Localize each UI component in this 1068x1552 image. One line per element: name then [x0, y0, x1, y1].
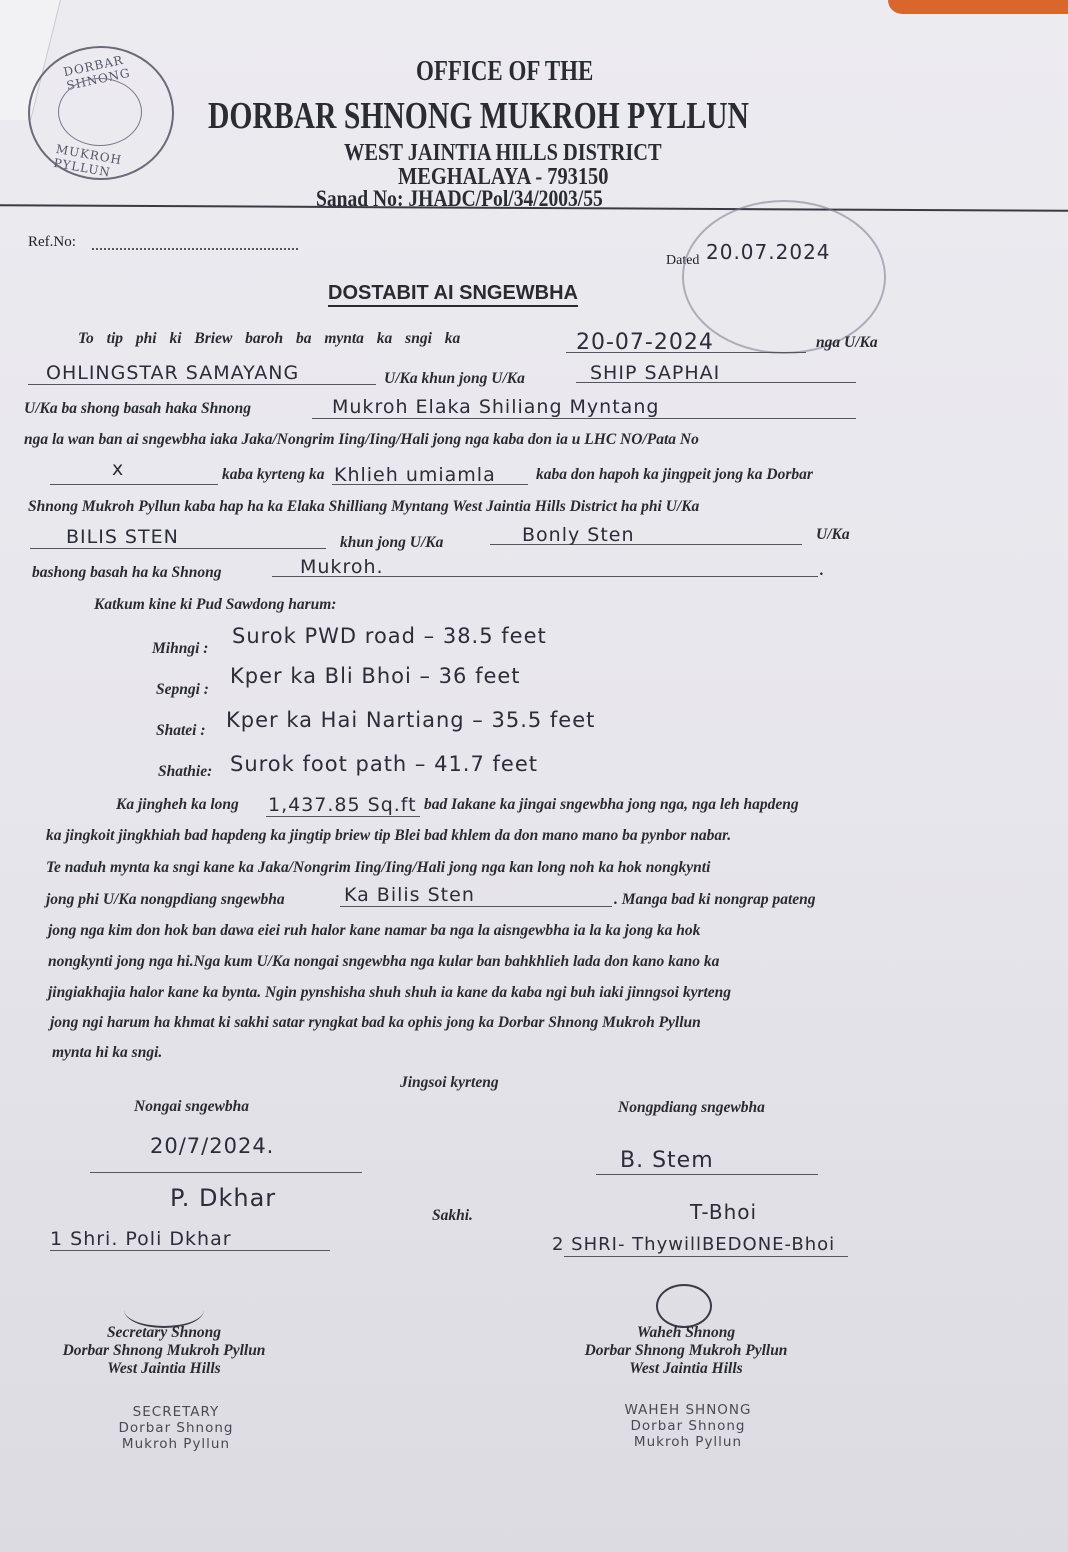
boundary-shathie-label: Shathie:	[158, 763, 213, 780]
body-line-6: Shnong Mukroh Pyllun kaba hap ha ka Elaka Shilliang Myntang West Jaintia Hills District ha phi U/Ka	[28, 498, 700, 515]
date-label: Dated	[666, 253, 700, 268]
witness2-name: 2 SHRI- ThywillBEDONE-Bhoi	[552, 1234, 836, 1255]
body-line-13: jong nga kim don hok ban dawa eiei ruh halor kane namar ba nga la aisngewbha ia la ka jong ka hok	[48, 922, 701, 939]
seller-label: Nongai sngewbha	[134, 1098, 249, 1115]
buyer-signature: B. Stem	[620, 1148, 714, 1173]
fill-buyer: Ka Bilis Sten	[344, 884, 475, 906]
secretary-signature-mark	[124, 1292, 204, 1328]
document-title: DOSTABIT AI SNGEWBHA	[328, 282, 578, 307]
body-line-10: ka jingkoit jingkhiah bad hapdeng ka jingtip briew tip Blei bad khlem da don mano mano ba pynbor nabar.	[46, 827, 732, 844]
fill-seller-residence: Mukroh.	[300, 556, 384, 578]
body-line-11: Te naduh mynta ka sngi kane ka Jaka/Nongrim Iing/Iing/Hali jong nga kan long noh ka hok nongkynti	[46, 859, 711, 876]
body-line-8: bashong basah ha ka Shnong	[32, 564, 222, 581]
body-line-8b: .	[820, 562, 824, 579]
secretary-stamp-line-3: Mukroh Pyllun	[121, 1436, 231, 1452]
fill-line-pata	[50, 484, 218, 485]
secretary-block	[44, 1324, 284, 1378]
body-line-9a: Ka jingheh ka long	[116, 796, 239, 813]
body-line-14: nongkynti jong nga hi.Nga kum U/Ka nongai sngewbha nga kular ban bahkhlieh lada don kano kano ka	[48, 953, 720, 970]
secretary-org: Dorbar Shnong Mukroh Pyllun	[62, 1342, 266, 1359]
secretary-district: West Jaintia Hills	[107, 1360, 221, 1377]
boundary-mihngi-label: Mihngi :	[152, 640, 209, 657]
boundary-sepngi-value: Kper ka Bli Bhoi – 36 feet	[230, 664, 521, 688]
buyer-label: Nongpdiang sngewbha	[618, 1099, 765, 1116]
district-line: WEST JAINTIA HILLS DISTRICT	[344, 140, 662, 166]
body-line-4: nga la wan ban ai sngewbha iaka Jaka/Nongrim Iing/Iing/Hali jong nga kaba don ia u LHC NO/Pata No	[24, 431, 699, 448]
waheh-stamp	[608, 1402, 768, 1450]
body-line-1b: nga U/Ka	[816, 334, 878, 351]
secretary-stamp-line-1: SECRETARY	[132, 1404, 220, 1420]
boundary-shatei-label: Shatei :	[156, 722, 206, 739]
body-line-15: jingiakhajia halor kane ka bynta. Ngin pynshisha shuh shuh ia kane da kaba ngi buh iaki jinngsoi kyrteng	[48, 984, 732, 1001]
body-line-9b: bad Iakane ka jingai sngewbha jong nga, nga leh hapdeng	[424, 796, 799, 813]
fill-seller-father: Bonly Sten	[522, 524, 635, 546]
fill-date: 20-07-2024	[576, 330, 714, 355]
boundary-shathie-value: Surok foot path – 41.7 feet	[230, 752, 538, 776]
seller-signature-name: P. Dkhar	[170, 1184, 277, 1212]
body-line-2: U/Ka khun jong U/Ka	[384, 370, 525, 387]
boundaries-heading: Katkum kine ki Pud Sawdong harum:	[94, 596, 337, 613]
waheh-stamp-line-3: Mukroh Pyllun	[633, 1434, 743, 1450]
office-line: OFFICE OF THE	[416, 56, 594, 87]
seal-emblem	[58, 78, 142, 146]
waheh-block	[566, 1324, 806, 1378]
fill-name: OHLINGSTAR SAMAYANG	[46, 362, 300, 384]
waheh-title: Waheh Shnong	[636, 1324, 736, 1341]
fill-seller: BILIS STEN	[66, 526, 179, 548]
fill-line-buyer	[340, 906, 612, 907]
seal-text-bottom: MUKROH PYLLUN	[52, 141, 124, 180]
witness-label: Sakhi.	[432, 1207, 473, 1224]
fill-area: 1,437.85 Sq.ft	[268, 794, 417, 816]
signature-heading: Jingsoi kyrteng	[400, 1074, 499, 1091]
body-line-12a: jong phi U/Ka nongpdiang sngewbha	[46, 891, 285, 908]
body-line-7b: U/Ka	[816, 526, 850, 543]
witness1-line	[50, 1250, 330, 1251]
seller-signature-date: 20/7/2024.	[150, 1134, 275, 1158]
fill-pata: x	[112, 458, 125, 480]
secretary-stamp-line-2: Dorbar Shnong	[118, 1420, 234, 1436]
body-line-1: To tip phi ki Briew baroh ba mynta ka sngi ka	[78, 330, 461, 347]
body-line-16: jong ngi harum ha khmat ki sakhi satar ryngkat bad ka ophis jong ka Dorbar Shnong Mukroh Pyllun	[50, 1014, 701, 1031]
state-line: MEGHALAYA - 793150	[398, 164, 609, 190]
fill-residence: Mukroh Elaka Shiliang Myntang	[332, 396, 660, 418]
boundary-sepngi-label: Sepngi :	[156, 681, 209, 698]
fill-place: Khlieh umiamla	[334, 464, 496, 486]
secretary-stamp	[96, 1404, 256, 1452]
seller-signature-line	[90, 1172, 362, 1173]
organization-name: DORBAR SHNONG MUKROH PYLLUN	[208, 95, 749, 137]
waheh-stamp-line-1: WAHEH SHNONG	[624, 1402, 752, 1418]
body-line-12b: . Manga bad ki nongrap pateng	[614, 891, 816, 908]
witness1-name: 1 Shri. Poli Dkhar	[50, 1228, 232, 1250]
witness2-line	[564, 1256, 848, 1257]
buyer-signature-line	[596, 1174, 818, 1175]
body-line-17: mynta hi ka sngi.	[52, 1044, 163, 1061]
waheh-district: West Jaintia Hills	[629, 1360, 743, 1377]
waheh-stamp-line-2: Dorbar Shnong	[630, 1418, 746, 1434]
body-line-5a: kaba kyrteng ka	[222, 466, 325, 483]
waheh-org: Dorbar Shnong Mukroh Pyllun	[584, 1342, 788, 1359]
body-line-5b: kaba don hapoh ka jingpeit jong ka Dorbar	[536, 466, 813, 483]
waheh-signature-mark	[656, 1284, 712, 1328]
fill-line-residence	[312, 418, 856, 419]
ref-label: Ref.No:	[28, 234, 76, 250]
witness2-initials: T-Bhoi	[690, 1200, 758, 1224]
fill-line-seller	[30, 548, 326, 549]
stamp-date: 20.07.2024	[706, 240, 831, 264]
fill-line-area	[266, 816, 420, 817]
seal-text-top: DORBAR SHNONG	[62, 52, 132, 93]
boundary-mihngi-value: Surok PWD road – 38.5 feet	[232, 624, 547, 648]
secretary-title: Secretary Shnong	[106, 1324, 222, 1341]
body-line-3: U/Ka ba shong basah haka Shnong	[24, 400, 251, 417]
sanad-line: Sanad No: JHADC/Pol/34/2003/55	[316, 186, 603, 211]
fill-line-name	[28, 384, 376, 385]
boundary-shatei-value: Kper ka Hai Nartiang – 35.5 feet	[226, 708, 596, 732]
fill-father: SHIP SAPHAI	[590, 362, 721, 384]
ref-dotted-line	[92, 248, 298, 250]
body-line-7a: khun jong U/Ka	[340, 534, 444, 551]
office-seal	[28, 46, 174, 180]
corner-strip	[888, 0, 1068, 14]
